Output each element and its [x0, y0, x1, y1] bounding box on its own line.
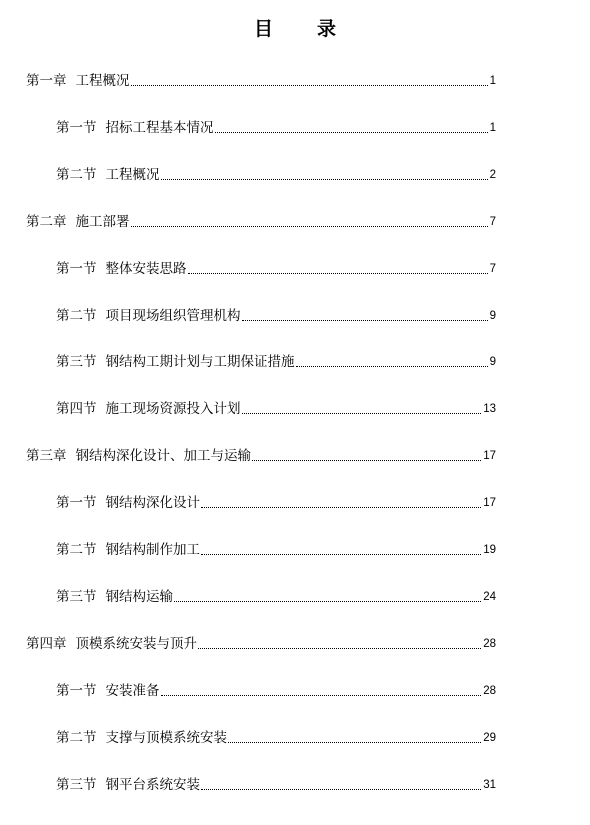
dot-leader [201, 789, 481, 790]
toc-entry-text: 钢结构制作加工 [105, 542, 200, 558]
toc-chapter-entry[interactable] [26, 68, 496, 90]
dot-leader [174, 601, 481, 602]
toc-page-number: 19 [483, 544, 496, 556]
toc-title-char: 目 [254, 18, 275, 40]
toc-entry-text: 安装准备 [105, 683, 160, 699]
toc-entry-label [26, 72, 130, 90]
dot-leader [131, 226, 488, 227]
toc-section-entry[interactable] [56, 396, 496, 418]
toc-title-char: 录 [317, 18, 338, 40]
toc-entry-text: 招标工程基本情况 [105, 120, 214, 136]
toc-entry-label [56, 494, 200, 512]
toc-chapter-entry[interactable] [26, 209, 496, 231]
toc-page-number: 31 [483, 779, 496, 791]
toc-entry-label [26, 213, 130, 231]
toc-entry-label [56, 541, 200, 559]
toc-page-number: 2 [489, 169, 496, 181]
toc-entry-text: 施工现场资源投入计划 [105, 401, 241, 417]
dot-leader [242, 413, 482, 414]
toc-page-number: 7 [489, 263, 496, 275]
toc-page-number: 24 [483, 591, 496, 603]
toc-entry-text: 施工部署 [75, 214, 130, 230]
toc-entry-text: 钢结构运输 [105, 589, 173, 605]
toc-page-number: 1 [489, 75, 496, 87]
dot-leader [242, 320, 488, 321]
toc-section-entry[interactable] [56, 162, 496, 184]
toc-chapter-entry[interactable] [26, 443, 496, 465]
toc-entry-label [56, 729, 227, 747]
toc-section-entry[interactable] [56, 303, 496, 325]
dot-leader [201, 507, 481, 508]
toc-entry-text: 工程概况 [75, 73, 130, 89]
toc-page-number: 9 [489, 356, 496, 368]
toc-entry-number: 第一节 [56, 120, 97, 136]
toc-entry-label [56, 260, 187, 278]
dot-leader [215, 132, 488, 133]
toc-entry-text: 钢平台系统安装 [105, 777, 200, 793]
toc-page-number: 9 [489, 310, 496, 322]
dot-leader [198, 648, 481, 649]
toc-entry-number: 第二节 [56, 542, 97, 558]
toc-section-entry[interactable] [56, 349, 496, 371]
toc-page-number: 28 [483, 638, 496, 650]
toc-entry-number: 第三节 [56, 777, 97, 793]
toc-entry-number: 第一节 [56, 261, 97, 277]
toc-entry-number: 第二节 [56, 308, 97, 324]
toc-entry-number: 第一章 [26, 73, 67, 89]
toc-entry-label [56, 353, 295, 371]
toc-title [0, 14, 590, 41]
toc-entry-text: 钢结构深化设计、加工与运输 [75, 448, 251, 464]
toc-entry-number: 第三节 [56, 589, 97, 605]
toc-entry-text: 顶模系统安装与顶升 [75, 636, 197, 652]
dot-leader [131, 85, 488, 86]
toc-entry-number: 第四章 [26, 636, 67, 652]
toc-entry-number: 第二节 [56, 167, 97, 183]
toc-entry-text: 支撑与顶模系统安装 [105, 730, 227, 746]
toc-page-number: 28 [483, 685, 496, 697]
toc-section-entry[interactable] [56, 490, 496, 512]
toc-entry-number: 第一节 [56, 495, 97, 511]
toc-section-entry[interactable] [56, 584, 496, 606]
toc-entry-text: 整体安装思路 [105, 261, 187, 277]
toc-entry-label [26, 447, 251, 465]
toc-entry-number: 第四节 [56, 401, 97, 417]
toc-page-number: 17 [483, 450, 496, 462]
toc-page-number: 29 [483, 732, 496, 744]
toc-page-number: 7 [489, 216, 496, 228]
toc-entry-label [56, 166, 160, 184]
toc-entry-label [56, 588, 173, 606]
toc-chapter-entry[interactable] [26, 631, 496, 653]
dot-leader [161, 695, 482, 696]
toc-section-entry[interactable] [56, 678, 496, 700]
toc-section-entry[interactable] [56, 725, 496, 747]
dot-leader [201, 554, 481, 555]
toc-page-number: 17 [483, 497, 496, 509]
toc-entry-number: 第三节 [56, 354, 97, 370]
toc-entry-label [26, 635, 197, 653]
toc-section-entry[interactable] [56, 537, 496, 559]
toc-section-entry[interactable] [56, 256, 496, 278]
toc-entry-number: 第二章 [26, 214, 67, 230]
toc-entry-number: 第一节 [56, 683, 97, 699]
toc-entry-label [56, 307, 241, 325]
toc-entry-label [56, 400, 241, 418]
toc-entry-text: 项目现场组织管理机构 [105, 308, 241, 324]
dot-leader [296, 366, 488, 367]
toc-entry-text: 钢结构工期计划与工期保证措施 [105, 354, 295, 370]
dot-leader [228, 742, 481, 743]
dot-leader [188, 273, 488, 274]
toc-section-entry[interactable] [56, 772, 496, 794]
toc-page-number: 1 [489, 122, 496, 134]
toc-entry-number: 第三章 [26, 448, 67, 464]
toc-entry-label [56, 119, 214, 137]
toc-entry-number: 第二节 [56, 730, 97, 746]
toc-page-number: 13 [483, 403, 496, 415]
toc-section-entry[interactable] [56, 115, 496, 137]
dot-leader [252, 460, 481, 461]
dot-leader [161, 179, 488, 180]
toc-entry-text: 钢结构深化设计 [105, 495, 200, 511]
toc-entry-label [56, 682, 160, 700]
toc-entry-text: 工程概况 [105, 167, 160, 183]
toc-entry-label [56, 776, 200, 794]
